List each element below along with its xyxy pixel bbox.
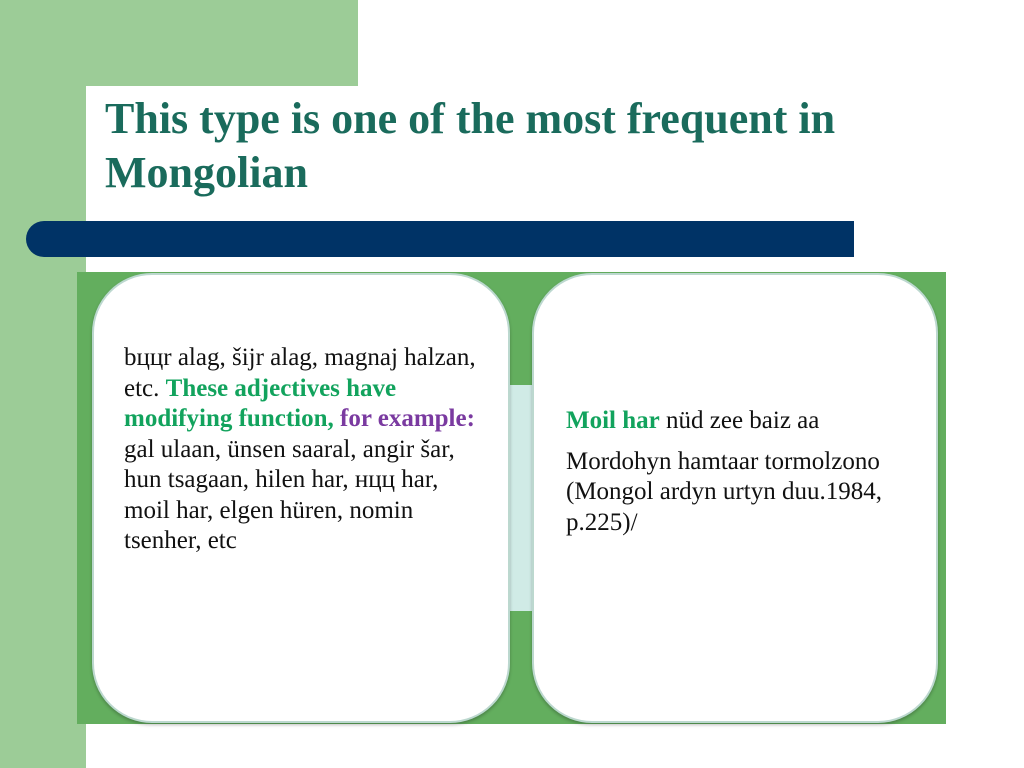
right-card (532, 273, 938, 723)
intro-text: bццr alag, šijr alag, magnaj halzan, etc. (124, 344, 476, 402)
slide-title: This type is one of the most frequent in Mongolian (105, 94, 836, 197)
right-card-text (566, 406, 916, 548)
top-decor-block (0, 0, 358, 86)
left-decor-strip (0, 0, 86, 768)
left-card-text (124, 343, 484, 557)
term-rest-text: nüd zee baiz aa (666, 407, 820, 434)
example-label: for example: (340, 405, 475, 432)
citation-text: Mordohyn hamtaar tormolzono (Mongol ardyn urtyn duu.1984, p.225)/ (566, 447, 882, 536)
highlight-text: These adjectives have modifying function, (124, 374, 397, 432)
title-underline-bar (26, 221, 854, 257)
left-card (92, 273, 510, 723)
term-text: Moil har (566, 407, 660, 434)
verse-line (566, 406, 916, 437)
examples-text: gal ulaan, ünsen saaral, angir šar, hun tsagaan, hilen har, нцц har, moil har, elgen hüren, nomin tsenher, etc (124, 435, 455, 554)
